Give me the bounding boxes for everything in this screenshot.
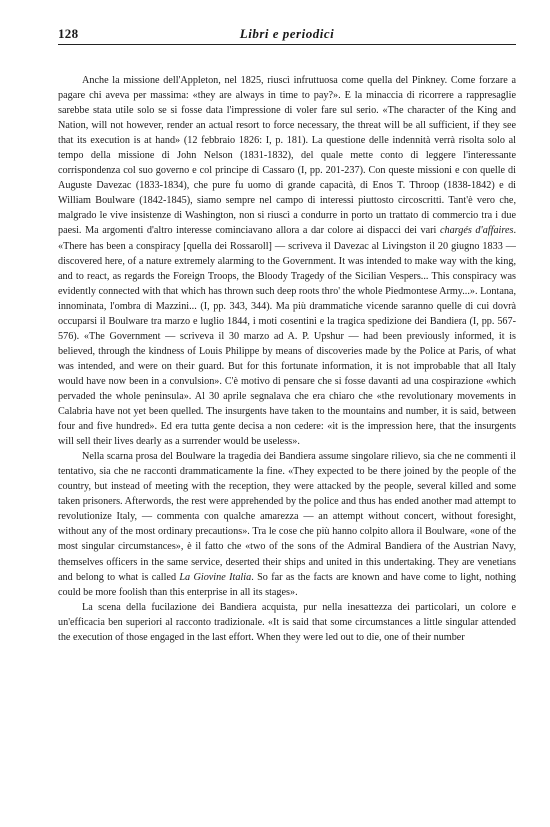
paragraph-1-text-cont: . «There has been a conspiracy [quella dei Rossaroll] — scriveva il Davezac al Livingston il 20 giugno 1833 — discovered here, of a nature extremely alarming to the Government. It was intended to make way with the king, and to react, as regards the Foreign Troops, the Bloody Tragedy of the Sicilian Vespers... This conspiracy was evidently connected with that which has thrown such deep roots thro' the whole Piedmontese Army...». Lontana, innominata, l'ombra di Mazzini... (I, pp. 343, 344). Ma più drammatiche vicende saranno quelle di cui dovrà occuparsi il Boulware tra marzo e luglio 1844, i moti cosentini e la tragica spedizione dei Bandiera (I, pp. 567-576). «The Government — scriveva il 30 marzo ad A. P. Upshur — had been previously informed, it is believed, through the kindness of Louis Philippe by means of discoveries made by the Police at Paris, of what was intended, and were on their guard. But for this fortunate information, it is not improbable that all Italy would have now been in a convulsion». C'è motivo di pensare che si fosse davanti ad una cospirazione «which pervaded the whole peninsula». Al 30 aprile segnalava che era chiaro che «the revolutionary movements in Calabria have not yet been quelled. The insurgents have taken to the mountains and number, it is said, between four and five hundred». Ed era tutta gente decisa a non cedere: «it is the impression here, that the insurgents will sell their lives dearly as a surrender would be useless». xyxy=(58,225,517,448)
paragraph-2-text-cont: . So far as the facts are known and have come to light, nothing could be more foolish than this enterprise in all its stages». xyxy=(58,571,516,598)
paragraph-1-italic-term: chargés d'affaires xyxy=(439,225,514,237)
page-header xyxy=(58,26,516,45)
paragraph-2-italic-term: La Giovine Italia xyxy=(179,571,252,583)
paragraph-2 xyxy=(58,449,516,599)
paragraph-1 xyxy=(58,73,516,449)
paragraph-3-text: La scena della fucilazione dei Bandiera acquista, pur nella inesattezza dei particolari, un colore e un'efficacia ben superiori al racconto tradizionale. «It is said that some circumstances a little singular attended the execution of those engaged in the last effort. When they were led out to die, one of their number xyxy=(58,601,516,643)
paragraph-2-text: Nella scarna prosa del Boulware la tragedia dei Bandiera assume singolare rilievo, sia che ne commenti il tentativo, sia che ne racconti drammaticamente la fine. «They expected to be there joined by the people of the country, but instead of meeting with the reception, they were attacked by the people, several killed and some taken prisoners. Afterwords, the rest were apprehended by the police and thus has ended another mad attempt to revolutionize Italy, — commenta con qualche amarezza — an attempt without concert, without foresight, without any of the most ordinary precautions». Tra le cose che più hanno colpito allora il Boulware, «one of the most singular circumstances», è il fatto che «two of the sons of the Admiral Bandiera of the Austrian Navy, themselves officers in the same service, deserted their ships and united in this undertaking. They are venetians and belong to what is called xyxy=(58,451,516,583)
paragraph-3 xyxy=(58,600,516,645)
paragraph-1-text: Anche la missione dell'Appleton, nel 1825, riuscì infruttuosa come quella del Pinkney. Come forzare a pagare chi aveva per massima: «they are always in time to pay?». E la minaccia di ricorrere a rappresaglie sarebbe stata utile solo se si fosse data l'impressione di voler fare sul serio. «The character of the King and Nation, will not however, render an actual resort to force necessary, the threat will be all sufficient, if they see that its execution is at hand» (12 febbraio 1826: I, p. 181). La questione delle indennità verrà risolta solo al tempo della missione di John Nelson (1831-1832), del quale mette conto di leggere l'interessante corrispondenza col suo governo e col principe di Cassaro (I, pp. 201-237). Con queste missioni e con quelle di Auguste Davezac (1833-1834), che pure fu uomo di grande capacità, di Enos T. Throop (1838-1842) e di William Boulware (1842-1845), siamo sempre nel campo di interessi piuttosto circoscritti. Tant'è vero che, malgrado le vive insistenze di Washington, non si riuscì a condurre in porto un trattato di commercio tra i due paesi. Ma argomenti d'altro interesse cominciavano allora a dar colore ai dispacci dei vari xyxy=(58,75,516,237)
page-body xyxy=(58,73,516,645)
page-number: 128 xyxy=(58,26,79,41)
running-title: Libri e periodici xyxy=(239,26,335,41)
